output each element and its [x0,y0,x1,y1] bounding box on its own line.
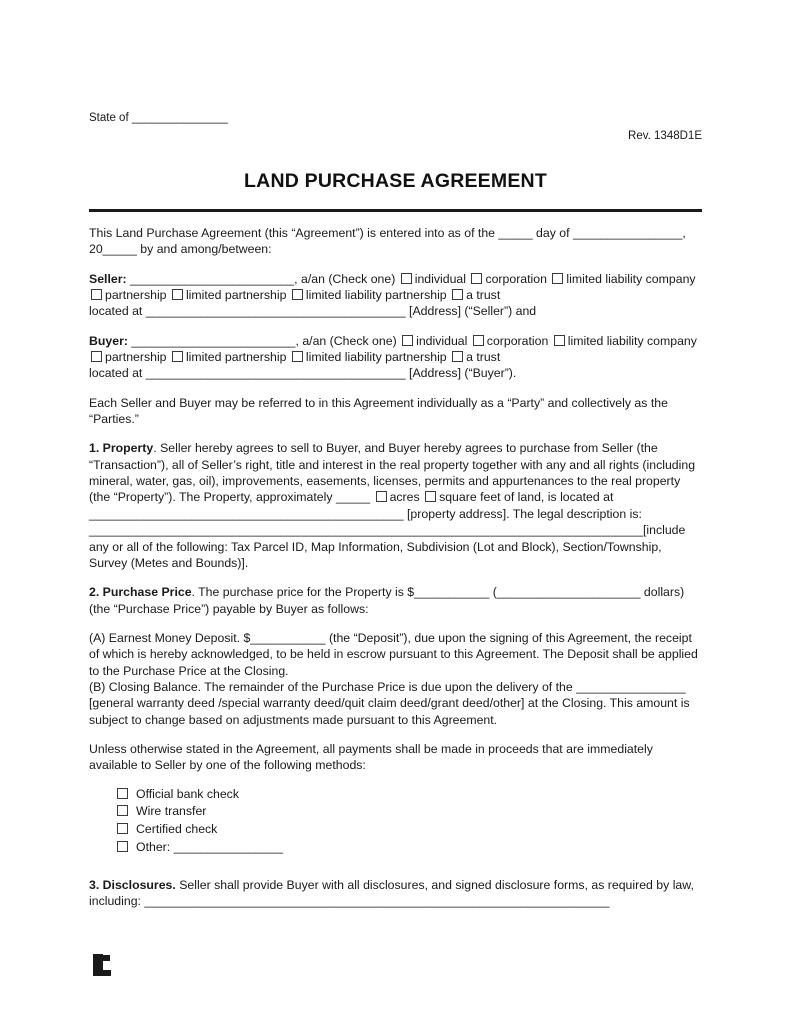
checkbox-icon[interactable] [554,335,565,346]
checkbox-icon[interactable] [452,351,463,362]
checkbox-icon[interactable] [117,823,128,834]
payment-method-label: Wire transfer [136,804,207,819]
buyer-opt-individual: individual [416,333,468,348]
checkbox-icon[interactable] [172,289,183,300]
list-item[interactable] [115,839,702,857]
parties-paragraph: Each Seller and Buyer may be referred to in this Agreement individually as a “Party” and collectively as the “Parties.” [89,395,668,427]
payment-method-label: Other: ________________ [136,840,284,855]
section-1-blank-line: _________________________________________________________________________________[include any or all of the [89,523,686,554]
page-title: LAND PURCHASE AGREEMENT [244,170,547,192]
seller-opt-corporation: corporation [485,271,547,286]
list-item[interactable] [115,803,702,821]
checkbox-icon[interactable] [376,491,387,502]
list-item[interactable] [115,786,702,804]
payment-method-label: Official bank check [136,786,239,801]
checkbox-icon[interactable] [292,289,303,300]
buyer-block [89,333,702,382]
checkbox-icon[interactable] [552,273,563,284]
seller-opt-llc: limited liability company [566,271,696,286]
section-1-property [89,440,702,571]
seller-opt-lp: limited partnership [185,288,287,303]
section-1-text-b: located at ______________________________________________ [property address]. The legal description is: [89,490,642,521]
buyer-label: Buyer: [89,333,128,348]
section-2-purchase-price [89,584,702,617]
payment-methods-list [115,786,702,857]
buyer-opt-partnership: partnership [105,350,167,365]
checkbox-icon[interactable] [425,491,436,502]
section-3-disclosures [89,877,702,910]
unit-square-feet: square feet of land, is [439,490,557,505]
payment-methods-intro: Unless otherwise stated in the Agreement, all payments shall be made in proceeds that are immediately available to Seller by one of the following methods: [89,741,653,773]
seller-label: Seller: [89,271,127,286]
section-1-text-c: following: Tax Parcel ID, Map Information, Subdivision (Lot and Block), Section/Township, Survey (Metes and Bounds)]. [89,539,662,570]
checkbox-icon[interactable] [117,805,128,816]
checkbox-icon[interactable] [401,273,412,284]
checkbox-icon[interactable] [117,841,128,852]
checkbox-icon[interactable] [172,351,183,362]
seller-line-a: ________________________, a/an (Check one) [126,271,396,286]
section-1-heading: 1. Property [89,441,154,456]
unit-acres: acres [389,490,420,505]
checkbox-icon[interactable] [91,351,102,362]
document-content [89,0,702,910]
checkbox-icon[interactable] [91,289,102,300]
list-item[interactable] [115,821,702,839]
buyer-line-a: ________________________, a/an (Check one) [127,333,397,348]
checkbox-icon[interactable] [117,788,128,799]
seller-address-line: located at ______________________________________ [Address] (“Seller”) and [89,304,537,319]
buyer-address-line: located at ______________________________________ [Address] (“Buyer”). [89,366,517,381]
checkbox-icon[interactable] [292,351,303,362]
state-of-field: State of _______________ [89,112,228,124]
seller-opt-llp: limited liability partnership [305,288,447,303]
section-3-text: Seller shall provide Buyer with all disclosures, and signed disclosure forms, as required by law, including: ____________________________________________________________________ [89,877,694,909]
checkbox-icon[interactable] [471,273,482,284]
buyer-opt-corporation: corporation [486,333,549,348]
title-divider [89,209,702,212]
section-2-item-b: (B) Closing Balance. The remainder of the Purchase Price is due upon the delivery of the ________________ [general warranty deed /special warranty deed/quit claim deed/grant deed/other] at the Closing. This amount is subject to change based on adjustments made pursuant to this Agreement. [89,679,690,727]
seller-opt-trust: a trust [466,288,501,303]
buyer-opt-lp: limited partnership [185,350,287,365]
seller-opt-partnership: partnership [105,288,167,303]
section-3-heading: 3. Disclosures. [89,877,176,892]
seller-block [89,271,702,320]
checkbox-icon[interactable] [473,335,484,346]
intro-paragraph: This Land Purchase Agreement (this “Agreement”) is entered into as of the _____ day of ________________, 20_____ by and among/between: [89,226,686,257]
buyer-opt-llc: limited liability company [567,333,697,348]
seller-opt-individual: individual [414,271,467,286]
checkbox-icon[interactable] [402,335,413,346]
section-1-text-a: . Seller hereby agrees to sell to Buyer, and Buyer hereby agrees to purchase from Seller (the “Transaction”), all of Seller’s right, title and interest in the real property together with any and all rights (including mineral, water, gas, oil), improvements, easements, licenses, permits and appurtenances to the real property (the “Property”). The Property, approximately _____ [89,441,696,505]
checkbox-icon[interactable] [452,289,463,300]
brand-logo-icon [91,952,113,978]
payment-method-label: Certified check [136,822,218,837]
buyer-opt-llp: limited liability partnership [305,350,447,365]
revision-label: Rev. 1348D1E [628,130,702,142]
section-2-item-a: (A) Earnest Money Deposit. $___________ (the “Deposit”), due upon the signing of this Agreement, the receipt of which is hereby acknowledged, to be held in escrow pursuant to this Agreement. The Deposit shall be applied to the Purchase Price at the Closing. [89,630,698,678]
buyer-opt-trust: a trust [466,350,501,365]
document-header [89,112,702,152]
section-2-heading: 2. Purchase Price [89,585,192,600]
section-2-text-a: . The purchase price for the Property is $___________ (_____________________ dollars) (the “Purchase Price”) payable by Buyer as follows: [89,585,685,616]
